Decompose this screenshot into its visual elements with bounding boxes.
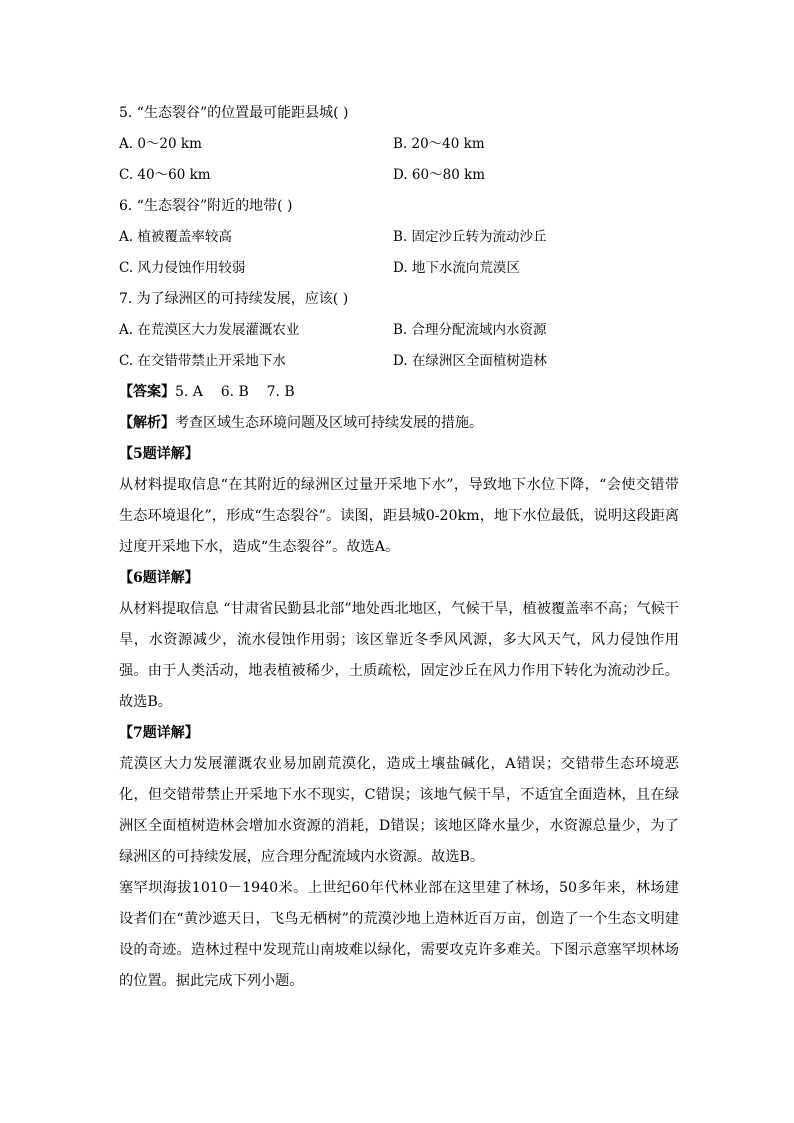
detail-7-text: 荒漠区大力发展灌溉农业易加剧荒漠化，造成土壤盐碱化，A错误；交错带生态环境恶化，但交错带禁止开采地下水不现实，C错误；该地气候干旱，不适宜全面造林，且在绿洲区全面植树造林会增加水资源的消耗，D错误；该地区降水量少，水资源总量少，为了绿洲区的可持续发展，应合理分配流域内水资源。故选B。	[119, 756, 679, 865]
answer-label: 【答案】	[119, 384, 175, 400]
answer-line	[119, 382, 295, 402]
answer-text: 5. A 6. B 7. B	[175, 384, 295, 400]
question-7-option-b: B. 合理分配流域内水资源	[393, 322, 547, 338]
detail-7-heading: 【7题详解】	[119, 725, 199, 741]
question-5-option-b: B. 20～40 km	[393, 136, 485, 152]
question-6-option-c: C. 风力侵蚀作用较弱	[119, 260, 246, 276]
analysis-text: 考查区域生态环境问题及区域可持续发展的措施。	[175, 415, 483, 431]
question-7-option-c: C. 在交错带禁止开采地下水	[119, 353, 286, 369]
analysis-line	[119, 413, 483, 433]
question-7-option-a: A. 在荒漠区大力发展灌溉农业	[119, 322, 300, 338]
detail-5-heading: 【5题详解】	[119, 446, 199, 462]
detail-6-heading: 【6题详解】	[119, 570, 199, 586]
question-5-option-c: C. 40～60 km	[119, 167, 211, 183]
question-5-option-d: D. 60～80 km	[393, 167, 486, 183]
question-7-stem: 7. 为了绿洲区的可持续发展，应该( )	[119, 291, 349, 307]
material-paragraph: 塞罕坝海拔1010－1940米。上世纪60年代林业部在这里建了林场，50多年来，林场建设者们在“黄沙遮天日，飞鸟无栖树”的荒漠沙地上造林近百万亩，创造了一个生态文明建设的奇迹。造林过程中发现荒山南坡难以绿化，需要攻克许多难关。下图示意塞罕坝林场的位置。据此完成下列小题。	[119, 880, 679, 989]
question-7-option-d: D. 在绿洲区全面植树造林	[393, 353, 547, 369]
question-6-option-a: A. 植被覆盖率较高	[119, 229, 232, 245]
question-5-stem: 5. “生态裂谷”的位置最可能距县城( )	[119, 105, 349, 121]
question-6-option-d: D. 地下水流向荒漠区	[393, 260, 520, 276]
question-5-option-a: A. 0～20 km	[119, 136, 202, 152]
question-6-option-b: B. 固定沙丘转为流动沙丘	[393, 229, 547, 245]
question-6-stem: 6. “生态裂谷”附近的地带( )	[119, 198, 293, 214]
analysis-label: 【解析】	[119, 415, 175, 431]
detail-5-text: 从材料提取信息“在其附近的绿洲区过量开采地下水”，导致地下水位下降，“会使交错带生态环境退化”，形成“生态裂谷”。读图，距县城0-20km，地下水位最低，说明这段距离过度开采地下水，造成“生态裂谷”。故选A。	[119, 477, 679, 555]
detail-6-text: 从材料提取信息 “甘肃省民勤县北部”地处西北地区，气候干旱，植被覆盖率不高；气候干旱，水资源减少，流水侵蚀作用弱；该区靠近冬季风风源，多大风天气，风力侵蚀作用强。由于人类活动，地表植被稀少，土质疏松，固定沙丘在风力作用下转化为流动沙丘。故选B。	[119, 601, 679, 710]
